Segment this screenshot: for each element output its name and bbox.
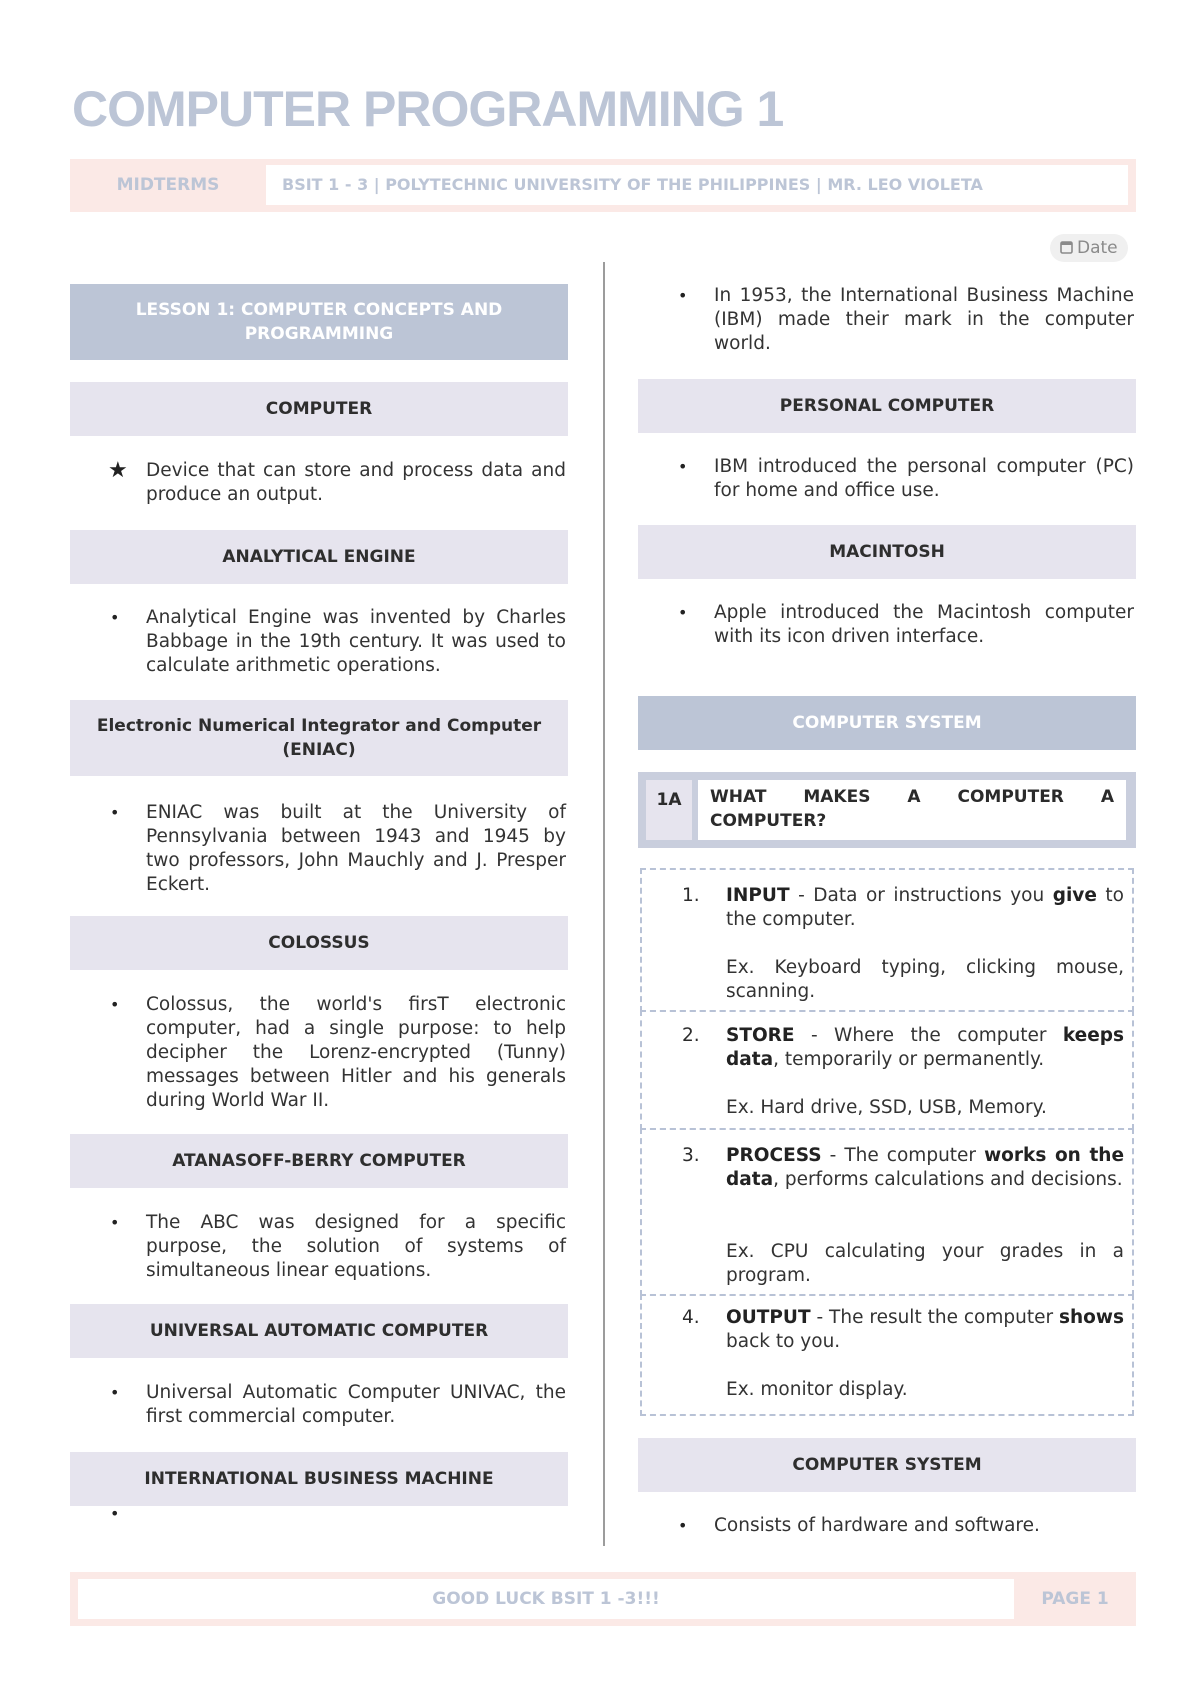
footer-band	[70, 1572, 1136, 1626]
bullet: •	[110, 995, 120, 1014]
section-heading: PERSONAL COMPUTER	[638, 379, 1136, 433]
item-example: Ex. CPU calculating your grades in a program.	[726, 1241, 1124, 1286]
item-bold: shows	[1059, 1307, 1124, 1328]
bullet: •	[110, 1504, 120, 1523]
page-number: PAGE 1	[1041, 1589, 1109, 1609]
item-text	[726, 1144, 1124, 1192]
question-text	[698, 780, 1126, 840]
bullet: •	[678, 1516, 688, 1535]
list-item	[640, 1010, 1134, 1130]
item-term: STORE	[726, 1025, 795, 1046]
item-term: OUTPUT	[726, 1307, 811, 1328]
bullet: •	[110, 1383, 120, 1402]
lesson-title: LESSON 1: COMPUTER CONCEPTS AND PROGRAMMING	[70, 284, 568, 360]
item-example: Ex. Hard drive, SSD, USB, Memory.	[726, 1097, 1047, 1118]
section-text: Device that can store and process data and produce an output.	[146, 460, 566, 505]
bullet: •	[678, 603, 688, 622]
item-number: 4.	[682, 1307, 700, 1328]
item-bold: works on the data	[726, 1145, 1125, 1190]
item-number: 3.	[682, 1145, 700, 1166]
date-property[interactable]	[1050, 234, 1128, 262]
bullet: •	[110, 803, 120, 822]
column-divider	[603, 262, 605, 1546]
section-heading: COLOSSUS	[70, 916, 568, 970]
item-text	[726, 1306, 1124, 1354]
bullet: •	[678, 286, 688, 305]
item-post: back to you.	[726, 1331, 841, 1352]
section-text: Apple introduced the Macintosh computer with its icon driven interface.	[714, 602, 1134, 647]
item-post: , temporarily or permanently.	[773, 1049, 1045, 1070]
section-text: Colossus, the world's firsT electronic computer, had a single purpose: to help decipher the Lorenz-encrypted (Tunny) messages between Hitler and his generals during World War II.	[146, 994, 566, 1111]
question-number: 1A	[646, 780, 692, 840]
section-heading: COMPUTER	[70, 382, 568, 436]
item-term: INPUT	[726, 885, 790, 906]
item-pre: - The computer	[821, 1145, 985, 1166]
date-label: Date	[1077, 238, 1118, 258]
section-text: Consists of hardware and software.	[714, 1515, 1040, 1536]
course-info: BSIT 1 - 3 | POLYTECHNIC UNIVERSITY OF THE PHILIPPINES | MR. LEO VIOLETA	[266, 165, 1128, 205]
question-line-1: WHAT MAKES A COMPUTER A	[710, 787, 1114, 807]
item-post: to the computer.	[726, 885, 1124, 930]
system-title: COMPUTER SYSTEM	[638, 696, 1136, 750]
item-pre: - The result the computer	[810, 1307, 1059, 1328]
section-text: The ABC was designed for a specific purpose, the solution of systems of simultaneous linear equations.	[146, 1212, 566, 1281]
item-number: 1.	[682, 885, 700, 906]
calendar-icon	[1060, 240, 1073, 254]
section-text: ENIAC was built at the University of Pennsylvania between 1943 and 1945 by two professors, John Mauchly and J. Presper Eckert.	[146, 802, 566, 895]
item-post: , performs calculations and decisions.	[773, 1169, 1123, 1190]
item-example: Ex. Keyboard typing, clicking mouse, scanning.	[726, 957, 1124, 1002]
section-heading: ATANASOFF-BERRY COMPUTER	[70, 1134, 568, 1188]
item-text	[726, 1024, 1124, 1072]
section-text: Universal Automatic Computer UNIVAC, the first commercial computer.	[146, 1382, 566, 1427]
bullet: •	[678, 457, 688, 476]
section-heading: ANALYTICAL ENGINE	[70, 530, 568, 584]
section-heading: MACINTOSH	[638, 525, 1136, 579]
section-heading: Electronic Numerical Integrator and Computer (ENIAC)	[70, 700, 568, 776]
bullet: •	[110, 1213, 120, 1232]
list-item	[640, 1294, 1134, 1416]
item-term: PROCESS	[726, 1145, 822, 1166]
item-bold: give	[1052, 885, 1097, 906]
item-text	[726, 884, 1124, 932]
item-pre: - Data or instructions you	[789, 885, 1053, 906]
item-pre: - Where the computer	[794, 1025, 1063, 1046]
list-item	[640, 1128, 1134, 1296]
section-heading: COMPUTER SYSTEM	[638, 1438, 1136, 1492]
bullet: •	[110, 608, 120, 627]
item-example: Ex. monitor display.	[726, 1379, 908, 1400]
list-item	[640, 868, 1134, 1012]
ibm-text: In 1953, the International Business Machine (IBM) made their mark in the computer world.	[714, 285, 1134, 354]
question-line-2: COMPUTER?	[710, 811, 827, 831]
footer-message: GOOD LUCK BSIT 1 -3!!!	[78, 1579, 1014, 1619]
section-heading: INTERNATIONAL BUSINESS MACHINE	[70, 1452, 568, 1506]
term-label: MIDTERMS	[116, 175, 220, 195]
header-band	[70, 159, 1136, 212]
item-bold: keeps data	[726, 1025, 1124, 1070]
section-text: Analytical Engine was invented by Charles Babbage in the 19th century. It was used to calculate arithmetic operations.	[146, 607, 566, 676]
page-title: COMPUTER PROGRAMMING 1	[72, 81, 784, 137]
section-text: IBM introduced the personal computer (PC) for home and office use.	[714, 456, 1134, 501]
star-bullet: ★	[108, 458, 128, 483]
item-number: 2.	[682, 1025, 700, 1046]
section-heading: UNIVERSAL AUTOMATIC COMPUTER	[70, 1304, 568, 1358]
question-callout	[638, 772, 1136, 848]
